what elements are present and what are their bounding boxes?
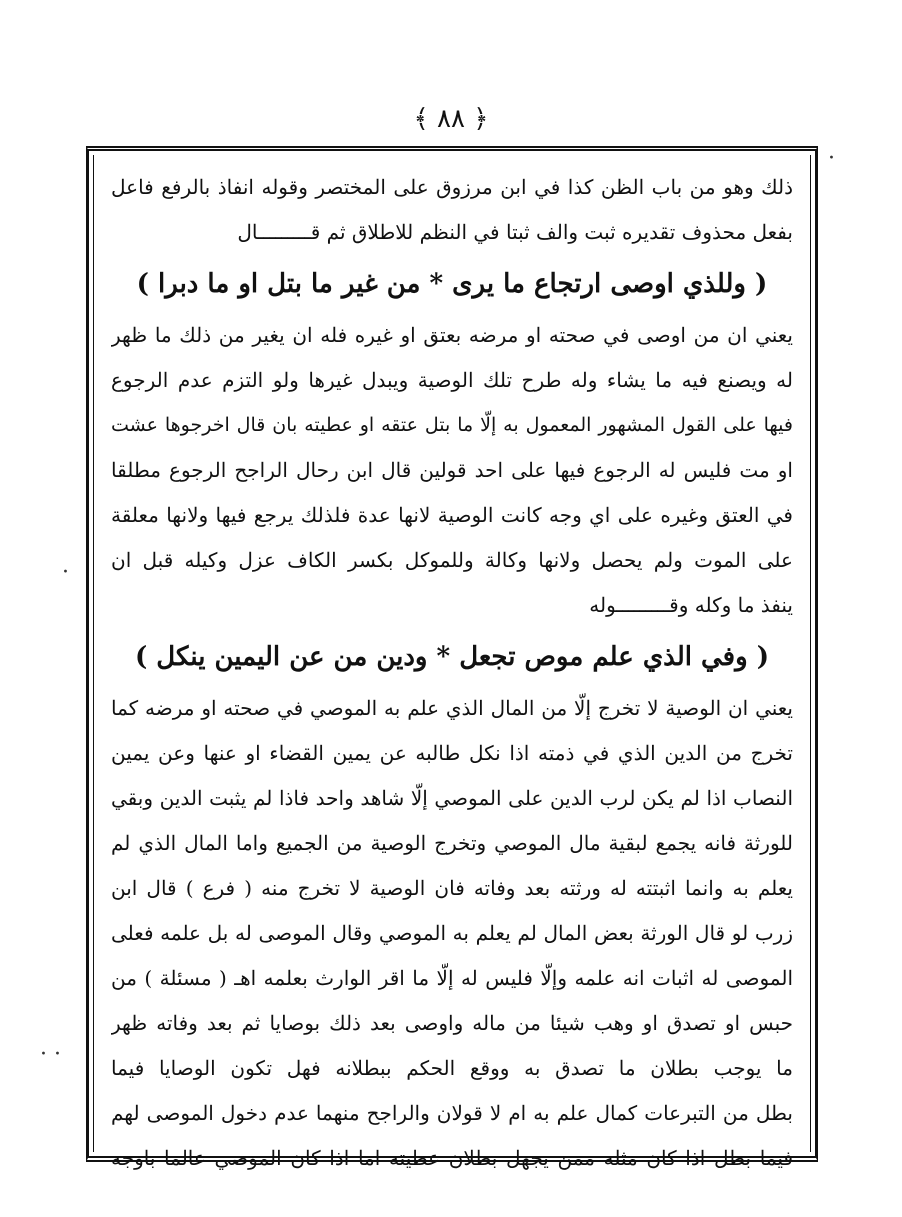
page-number: ﴿ ٨٨ ﴾ xyxy=(413,104,489,134)
text-line: له ويصنع فيه ما يشاء وله طرح تلك الوصية ويبدل غيرها ولو التزم عدم الرجوع xyxy=(111,368,793,392)
ink-mark: · xyxy=(828,146,835,171)
text-line: الموصى له اثبات انه علمه وإلّا فليس له إلّا ما اقر الوارث بعلمه اهـ ( مسئلة ) من xyxy=(111,966,793,990)
text-line: تخرج من الدين الذي في ذمته اذا نكل طالبه عن يمين القضاء او عنها وعن يمين xyxy=(111,741,793,765)
verse-heading: ( وفي الذي علم موص تجعل * ودين من عن اليمين ينكل ) xyxy=(134,642,770,672)
ink-mark: · · xyxy=(40,1042,61,1067)
ink-mark: · xyxy=(62,560,69,585)
text-line: يعلم به وانما اثبتته له ورثته بعد وفاته فان الوصية لا تخرج منه ( فرع ) قال ابن xyxy=(111,876,793,900)
text-line: او مت فليس له الرجوع فيها على احد قولين قال ابن رحال الراجح الرجوع مطلقا xyxy=(111,458,793,482)
text-line: ينفذ ما وكله وقـــــــــوله xyxy=(589,593,793,617)
text-line: فيها على القول المشهور المعمول به إلّا ما بتل عتقه او عطيته بان قال اخرجوها عشت xyxy=(111,414,793,436)
text-line: ما يوجب بطلان ما تصدق به ووقع الحكم ببطلانه فهل تكون الوصايا فيما xyxy=(111,1056,793,1080)
text-line: حبس او تصدق او وهب شيئا من ماله واوصى بعد ذلك بوصايا ثم بعد وفاته ظهر xyxy=(111,1011,793,1035)
text-line: زرب لو قال الورثة بعض المال لم يعلم به الموصي وقال الموصى له بل علمه فعلى xyxy=(111,921,793,945)
page-body xyxy=(111,165,793,1181)
text-line: بفعل محذوف تقديره ثبت والف ثبتا في النظم للاطلاق ثم قـــــــــال xyxy=(237,220,793,244)
text-line: يعني ان من اوصى في صحته او مرضه بعتق او غيره فله ان يغير من ذلك ما ظهر xyxy=(111,323,793,347)
text-line: ذلك وهو من باب الظن كذا في ابن مرزوق على المختصر وقوله انفاذ بالرفع فاعل xyxy=(111,175,793,199)
text-line: للورثة فانه يجمع لبقية مال الموصي وتخرج الوصية من الجميع واما المال الذي لم xyxy=(111,831,793,855)
text-line: فيما بطل اذا كان مثله ممن يجهل بطلان عطيته اما اذا كان الموصي عالما باوجه xyxy=(111,1146,793,1170)
verse-heading: ( وللذي اوصى ارتجاع ما يرى * من غير ما بتل او ما دبرا ) xyxy=(136,269,768,299)
text-line: بطل من التبرعات كمال علم به ام لا قولان والراجح منهما عدم دخول الموصى لهم xyxy=(111,1101,793,1125)
text-line: على الموت ولم يحصل ولانها وكالة وللموكل بكسر الكاف عزل وكيله قبل ان xyxy=(111,548,793,572)
page-frame xyxy=(86,146,818,1170)
text-line: يعني ان الوصية لا تخرج إلّا من المال الذي علم به الموصي في صحته او مرضه كما xyxy=(111,696,793,720)
text-line: النصاب اذا لم يكن لرب الدين على الموصي إلّا شاهد واحد فاذا لم يثبت الدين وبقي xyxy=(111,786,793,810)
text-line: في العتق وغيره على اي وجه كانت الوصية لانها عدة فلذلك يرجع فيها ولانها معلقة xyxy=(111,503,793,527)
